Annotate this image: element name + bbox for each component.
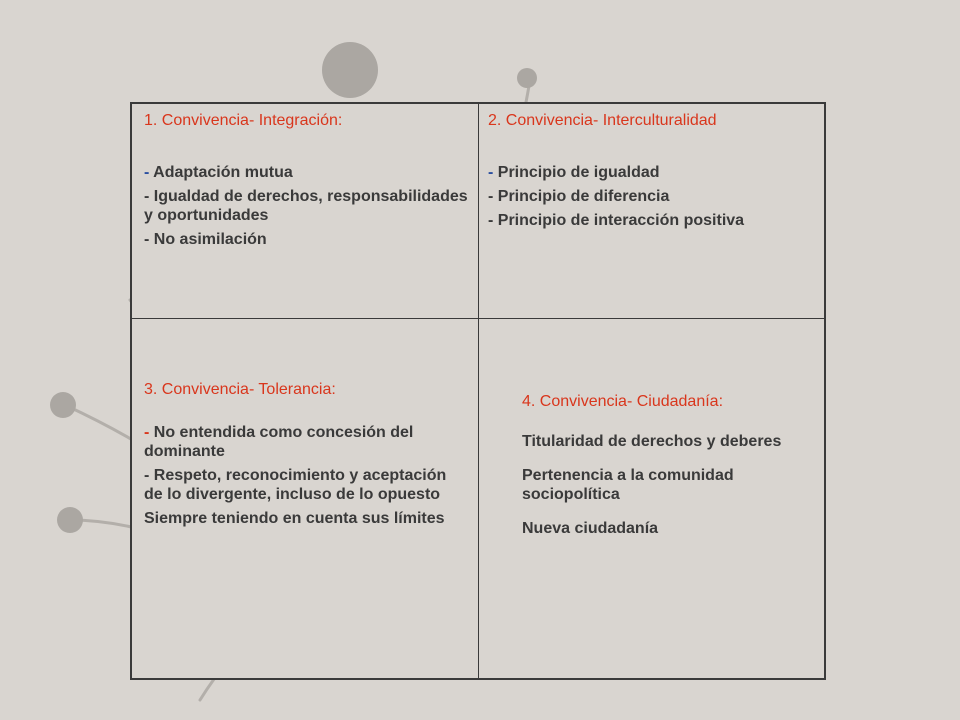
- list-item: - Principio de igualdad: [488, 164, 660, 181]
- cell-heading: 3. Convivencia- Tolerancia:: [144, 381, 336, 398]
- cell-integracion: [144, 111, 469, 249]
- list-item: - No asimilación: [144, 231, 267, 248]
- decorative-dot: [57, 507, 83, 533]
- list-item: - Respeto, reconocimiento y aceptación de lo divergente, incluso de lo opuesto: [144, 467, 447, 503]
- list-item: - Igualdad de derechos, responsabilidades y oportunidades: [144, 188, 468, 224]
- grid-divider-vertical: [478, 104, 479, 678]
- list-item: - Principio de interacción positiva: [488, 212, 745, 229]
- list-item: Pertenencia a la comunidad sociopolítica: [522, 467, 734, 503]
- decorative-dot: [322, 42, 378, 98]
- list-item: Siempre teniendo en cuenta sus límites: [144, 510, 445, 527]
- concept-grid: [130, 102, 826, 680]
- cell-heading: 1. Convivencia- Integración:: [144, 112, 343, 129]
- cell-interculturalidad: [488, 111, 818, 230]
- cell-ciudadania: [522, 392, 812, 538]
- list-item: Nueva ciudadanía: [522, 520, 659, 537]
- list-item: - No entendida como concesión del dominante: [144, 424, 414, 460]
- cell-heading: 4. Convivencia- Ciudadanía:: [522, 393, 724, 410]
- decorative-dot: [50, 392, 76, 418]
- list-item: - Principio de diferencia: [488, 188, 670, 205]
- list-item: Titularidad de derechos y deberes: [522, 433, 782, 450]
- grid-divider-horizontal: [132, 318, 824, 319]
- cell-heading: 2. Convivencia- Interculturalidad: [488, 112, 717, 129]
- decorative-dot: [517, 68, 537, 88]
- cell-tolerancia: [144, 380, 469, 528]
- list-item: - Adaptación mutua: [144, 164, 293, 181]
